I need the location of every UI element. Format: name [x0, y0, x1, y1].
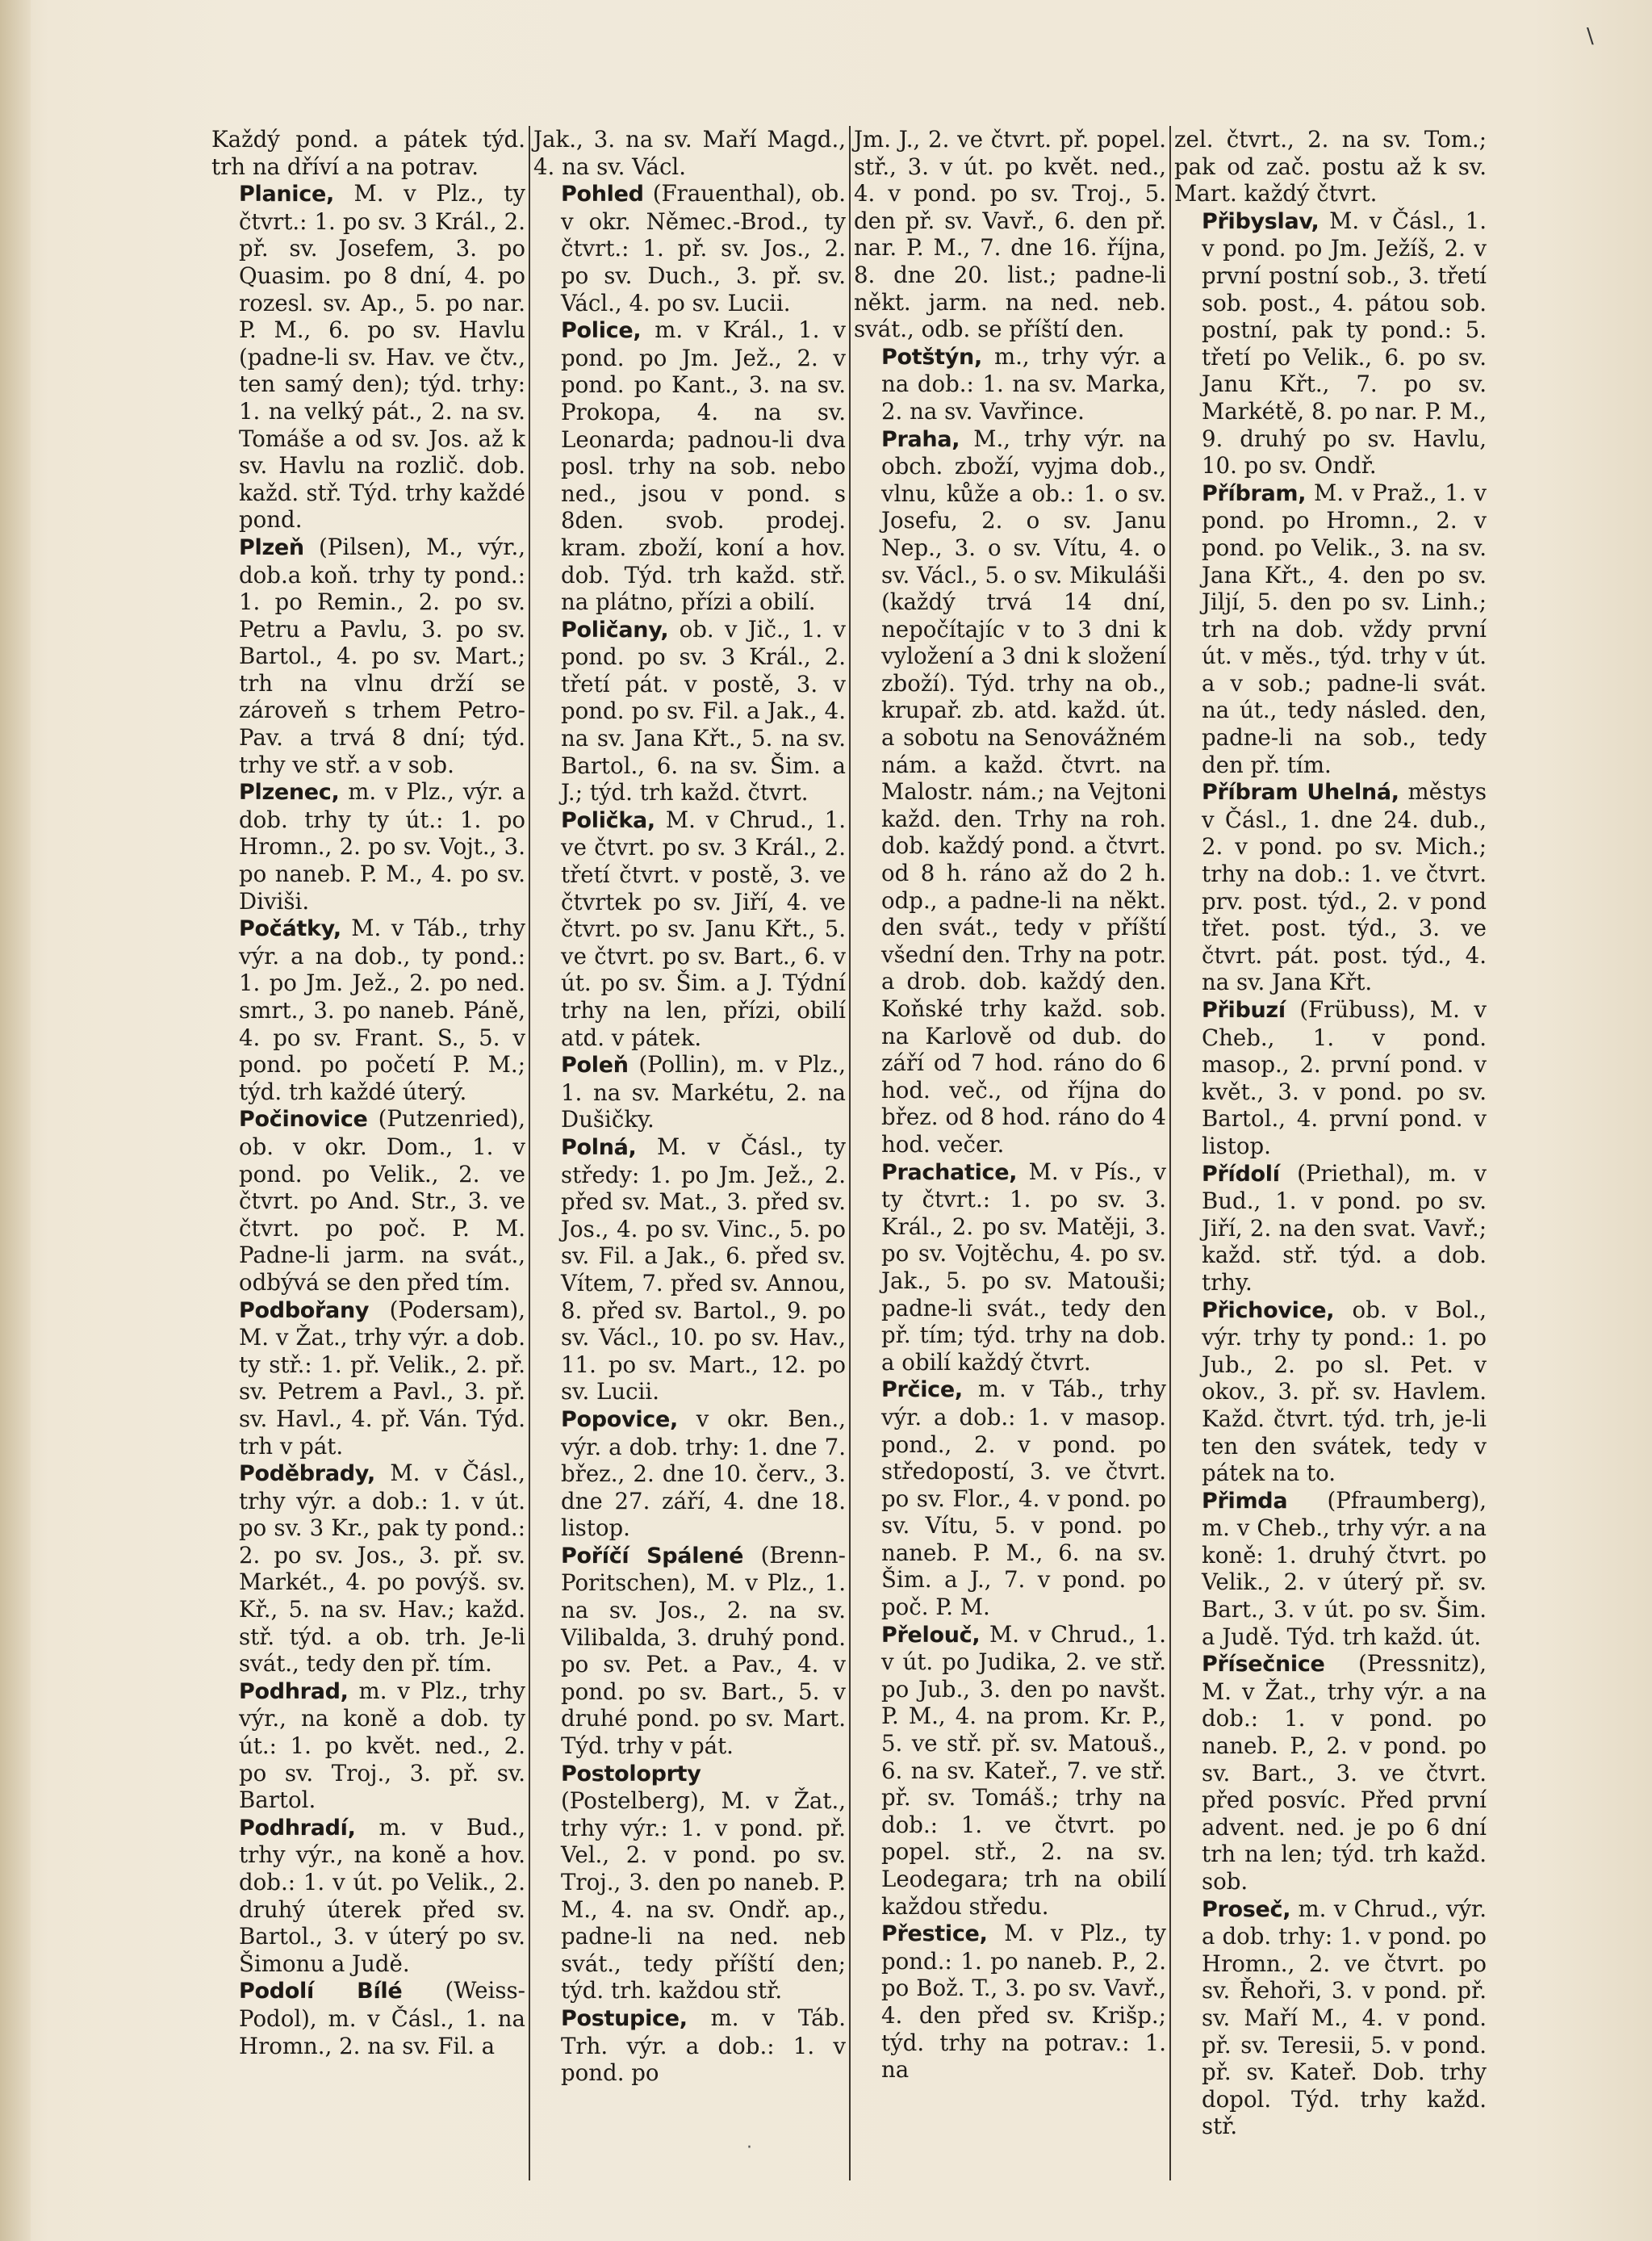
entry-text: M. v Čásl., 1. v pond. po Jm. Ježíš, 2. v první postní sob., 3. třetí sob. post., 4. pátou sob. postní, pak ty pond.: 5. třetí po Velik., 6. po sv. Janu Křt., 7. po sv. Markétě, 8. po nar. P. M., 9. druhý po sv. Havlu, 10. po sv. Ondř. — [1202, 207, 1487, 480]
entry-text: (Priethal), m. v Bud., 1. v pond. po sv. Jiří, 2. na den svat. Vavř.; každ. stř. týd. a dob. trhy. — [1202, 1159, 1487, 1296]
entry — [211, 1977, 525, 2059]
entry-text: M. v Čásl., ty středy: 1. po Jm. Jež., 2. před sv. Mat., 3. před sv. Jos., 4. po sv. Vinc., 5. po sv. Fil. a Jak., 6. před sv. Vítem, 7. před sv. Annou, 8. před sv. Bartol., 9. po sv. Václ., 10. po sv. Hav., 11. po sv. Mart., 12. po sv. Lucii. — [561, 1133, 846, 1405]
entry — [1174, 1160, 1487, 1296]
entry — [1174, 778, 1487, 996]
entry-headword: Polná, — [561, 1134, 637, 1160]
entry — [1174, 996, 1487, 1160]
entry-text: M. v Chrud., 1. v út. po Judika, 2. ve stř. po Jub., 3. den po navšt. P. M., 4. na prom. Kr. P., 5. ve stř. př. sv. Matouš., 6. na sv. Kateř., 7. ve stř. př. sv. Tomáš.; trhy na dob.: 1. ve čtvrt. po popel. stř., 2. na sv. Leodegara; trh na obilí každou středu. — [881, 1620, 1166, 1920]
entry-text: m. v Plz., trhy výr., na koně a dob. ty út.: 1. po květ. ned., 2. po sv. Troj., 3. př. sv. Bartol. — [239, 1677, 525, 1814]
entry — [1174, 1487, 1487, 1651]
entry — [211, 534, 525, 778]
entry-headword: Proseč, — [1202, 1896, 1291, 1922]
entry-text: M. v Táb., trhy výr. a na dob., ty pond.: 1. po Jm. Jež., 2. po ned. smrt., 3. po naneb. Páně, 4. po sv. Frant. S., 5. v pond. po početí P. M.; týd. trh každé úterý. — [239, 915, 525, 1105]
column-4 — [1169, 126, 1490, 2180]
entry-text: (Postelberg), M. v Žat., trhy výr.: 1. v pond. př. Vel., 2. v pond. po sv. Troj., 3. den po naneb. P. M., 4. na sv. Ondř. ap., padne-li na ned. neb svát., tedy příští den; týd. trh. každou stř. — [561, 1787, 846, 2004]
entry — [1174, 480, 1487, 779]
entry — [533, 616, 846, 806]
entry-text: zel. čtvrt., 2. na sv. Tom.; pak od zač. postu až k sv. Mart. každý čtvrt. — [1174, 126, 1487, 207]
entry — [211, 1460, 525, 1678]
entry-text: M. v Čásl., trhy výr. a dob.: 1. v út. po sv. 3 Kr., pak ty pond.: 2. po sv. Jos., 3. př. sv. Markét., 4. po povýš. sv. Kř., 5. na sv. Hav.; každ. stř. týd. a ob. trh. Je-li svát., tedy den př. tím. — [239, 1460, 525, 1678]
page-spine-shadow — [0, 0, 31, 2241]
entry — [211, 1105, 525, 1296]
entry-headword: Podbořany — [239, 1297, 370, 1323]
entry-headword: Popovice, — [561, 1406, 678, 1432]
entry-headword: Podhrad, — [239, 1678, 349, 1704]
entry-text: ob. v Jič., 1. v pond. po sv. 3 Král., 2. třetí pát. v postě, 3. v pond. po sv. Fil. a Jak., 4. na sv. Jana Křt., 5. na sv. Bartol., 6. na sv. Šim. a J.; týd. trh každ. čtvrt. — [561, 615, 846, 806]
entry-text: m. v Táb. Trh. výr. a dob.: 1. v pond. po — [561, 2004, 846, 2087]
entry — [854, 1376, 1166, 1620]
entry — [211, 126, 525, 180]
entry-text: M. v Chrud., 1. ve čtvrt. po sv. 3 Král., 2. třetí čtvrt. v postě, 3. ve čtvrtek po sv. Jiří, 4. ve čtvrt. po sv. Janu Křt., 5. ve čtvrt. po sv. Bart., 6. v út. po sv. Šim. a J. Týdní trhy na len, přízi, obilí atd. v pátek. — [561, 806, 846, 1051]
entry-headword: Plzenec, — [239, 780, 340, 806]
entry-headword: Přimda — [1202, 1488, 1288, 1514]
entry-headword: Příbram Uhelná, — [1202, 780, 1399, 806]
entry-headword: Potštýn, — [881, 344, 982, 370]
entry — [1174, 1650, 1487, 1895]
entry-text: v okr. Ben., výr. a dob. trhy: 1. dne 7. břez., 2. dne 10. červ., 3. dne 27. září, 4. dne 18. listop. — [561, 1405, 846, 1542]
entry — [533, 1760, 846, 2004]
entry — [533, 2004, 846, 2087]
entry — [854, 126, 1166, 343]
entry — [1174, 126, 1487, 207]
entry-text: (Pressnitz), M. v Žat., trhy výr. a na dob.: 1. v pond. po naneb. P., 2. v pond. po sv. Bart., 3. ve čtvrt. před posvíc. Před první advent. ned. je po 6 dní trh na len; týd. trh každ. sob. — [1202, 1650, 1487, 1895]
entry — [854, 1158, 1166, 1376]
entry-text: M. v Plz., ty pond.: 1. po naneb. P., 2. po Bož. T., 3. po sv. Vavř., 4. den před sv. Krišp.; týd. trhy na potrav.: 1. na — [881, 1920, 1166, 2084]
entry — [211, 180, 525, 534]
entry-text: m. v Chrud., výr. a dob. trhy: 1. v pond. po Hromn., 2. ve čtvrt. po sv. Řehoři, 3. v pond. př. sv. Maří M., 4. v pond. př. sv. Teresii, 5. v pond. př. sv. Kateř. Dob. trhy dopol. Týd. trhy každ. stř. — [1202, 1895, 1487, 2140]
entry-headword: Prčice, — [881, 1377, 963, 1403]
entry-headword: Přídolí — [1202, 1161, 1280, 1187]
entry — [854, 1621, 1166, 1921]
entry-headword: Poličany, — [561, 617, 669, 643]
text-columns — [208, 126, 1491, 2180]
entry-text: M. v Pís., v ty čtvrt.: 1. po sv. 3. Král., 2. po sv. Matěji, 3. po sv. Vojtěchu, 4. po sv. Jak., 5. po sv. Matouši; padne-li svát., tedy den př. tím; týd. trhy na dob. a obilí každý čtvrt. — [881, 1158, 1166, 1376]
column-1 — [208, 126, 529, 2180]
entry-text: (Putzenried), ob. v okr. Dom., 1. v pond. po Velik., 2. ve čtvrt. po And. Str., 3. ve čtvrt. po poč. P. M. Padne-li jarm. na svát., odbývá se den před tím. — [239, 1105, 525, 1296]
entry-text: m. v Plz., výr. a dob. trhy ty út.: 1. po Hromn., 2. po sv. Vojt., 3. po naneb. P. M., 4. po sv. Diviši. — [239, 778, 525, 915]
column-2 — [529, 126, 849, 2180]
entry-text: (Brenn-Poritschen), M. v Plz., 1. na sv. Jos., 2. na sv. Vilibalda, 3. druhý pond. po sv. Pet. a Pav., 4. v pond. po sv. Bart., 5. v druhé pond. po sv. Mart. Týd. trhy v pát. — [561, 1541, 847, 1760]
entry — [533, 180, 846, 316]
entry-headword: Přibuzí — [1202, 998, 1286, 1023]
entry-text: Každý pond. a pátek týd. trh na dříví a na potrav. — [211, 126, 525, 180]
entry — [211, 1678, 525, 1814]
entry-headword: Polička, — [561, 807, 655, 833]
entry-headword: Poříčí Spálené — [561, 1543, 744, 1569]
entry-text: M. v Plz., ty čtvrt.: 1. po sv. 3 Král., 2. př. sv. Josefem, 3. po Quasim. po 8 dní, 4. po rozesl. sv. Ap., 5. po nar. P. M., 6. po sv. Havlu (padne-li sv. Hav. ve čtv., ten samý den); týd. trhy: 1. na velký pát., 2. na sv. Tomáše a od sv. Jos. až k sv. Havlu na rozlič. dob. každ. stř. Týd. trhy každé pond. — [239, 180, 525, 534]
entry-text: Jak., 3. na sv. Maří Magd., 4. na sv. Václ. — [533, 126, 846, 180]
entry-text: m., trhy výr. a na dob.: 1. na sv. Marka, 2. na sv. Vavřince. — [881, 342, 1166, 425]
entry-headword: Poděbrady, — [239, 1461, 375, 1487]
entry-headword: Postupice, — [561, 2005, 688, 2031]
entry-headword: Přelouč, — [881, 1622, 981, 1648]
entry — [211, 1814, 525, 1978]
entry-headword: Planice, — [239, 182, 334, 207]
entry-text: ob. v Bol., výr. trhy ty pond.: 1. po Jub., 2. po sl. Pet. v okov., 3. př. sv. Havlem. Každ. čtvrt. týd. trh, je-li ten den svátek, tedy v pátek na to. — [1202, 1296, 1487, 1487]
entry-text: m. v Táb., trhy výr. a dob.: 1. v masop. pond., 2. v pond. po středopostí, 3. ve čtvrt. po sv. Flor., 4. v pond. po sv. Vítu, 5. v pond. po naneb. P. M., 6. na sv. Šim. a J., 7. v pond. po poč. P. M. — [881, 1376, 1166, 1621]
entry-headword: Přibyslav, — [1202, 208, 1320, 234]
entry — [211, 1296, 525, 1460]
entry-text: (Frübuss), M. v Cheb., 1. v pond. masop., 2. první pond. v květ., 3. v pond. po sv. Bartol., 4. první pond. v listop. — [1202, 996, 1487, 1159]
entry — [854, 343, 1166, 425]
entry-headword: Poleň — [561, 1053, 629, 1079]
entry — [533, 1405, 846, 1542]
entry-headword: Praha, — [881, 426, 960, 452]
entry — [1174, 1895, 1487, 2140]
entry — [533, 316, 846, 616]
entry-text: (Frauenthal), ob. v okr. Němec.-Brod., ty čtvrt.: 1. př. sv. Jos., 2. po sv. Duch., 3. př. sv. Václ., 4. po sv. Lucii. — [561, 180, 846, 316]
corner-mark: \ — [1587, 24, 1594, 48]
entry — [211, 778, 525, 915]
entry — [533, 126, 846, 180]
entry-headword: Přichovice, — [1202, 1297, 1335, 1323]
entry-headword: Přísečnice — [1202, 1652, 1325, 1678]
entry — [1174, 1296, 1487, 1487]
entry-headword: Prachatice, — [881, 1159, 1018, 1185]
entry-headword: Počátky, — [239, 916, 341, 942]
entry — [533, 1051, 846, 1133]
entry-text: městys v Čásl., 1. dne 24. dub., 2. v pond. po sv. Mich.; trhy na dob.: 1. ve čtvrt. prv. post. týd., 2. v pond třet. post. týd., 3. ve čtvrt. pát. post. týd., 4. na sv. Jana Křt. — [1202, 778, 1487, 996]
entry-text: (Weiss-Podol), m. v Čásl., 1. na Hromn., 2. na sv. Fil. a — [239, 1977, 525, 2059]
entry-text: (Podersam), M. v Žat., trhy výr. a dob. ty stř.: 1. př. Velik., 2. př. sv. Petrem a Pavl., 3. př. sv. Havl., 4. př. Ván. Týd. trh v pát. — [239, 1296, 525, 1460]
entry-text: M., trhy výr. na obch. zboží, vyjma dob., vlnu, kůže a ob.: 1. o sv. Josefu, 2. o sv. Janu Nep., 3. o sv. Vítu, 4. o sv. Václ., 5. o sv. Mikuláši (každý trvá 14 dní, nepočítajíc v to 3 dni k vyložení a 3 dni k složení zboží). Týd. trhy na ob., krupař. zb. atd. každ. út. a sobotu na Senovážném nám. a každ. čtvrt. na Malostr. nám.; na Vejtoni každ. den. Trhy na roh. dob. každý pond. a čtvrt. od 8 h. ráno až do 2 h. odp., a padne-li na někt. den svát., tedy v příští všední den. Trhy na potr. a drob. dob. každý den. Koňské trhy každ. sob. na Karlově od dub. do září od 7 hod. ráno do 6 hod. več., od října do břez. od 8 hod. ráno do 4 hod. večer. — [881, 425, 1166, 1158]
entry — [533, 806, 846, 1051]
entry-headword: Plzeň — [239, 534, 304, 560]
entry-text: m. v Bud., trhy výr., na koně a hov. dob.: 1. v út. po Velik., 2. druhý úterek před sv. Bartol., 3. v úterý po sv. Šimonu a Judě. — [239, 1813, 525, 1977]
entry — [1174, 207, 1487, 480]
entry-headword: Police, — [561, 318, 642, 344]
entry-headword: Příbram, — [1202, 480, 1307, 506]
entry-headword: Podolí Bílé — [239, 1979, 403, 2004]
column-3 — [849, 126, 1169, 2180]
entry-headword: Podhradí, — [239, 1815, 356, 1841]
entry-headword: Pohled — [561, 182, 644, 207]
entry — [533, 1133, 846, 1405]
entry-text: m. v Král., 1. v pond. po Jm. Jež., 2. v pond. po Kant., 3. na sv. Prokopa, 4. na sv. Leonarda; padnou-li dva posl. trhy na sob. nebo ned., jsou v pond. s 8den. svob. prodej. kram. zboží, koní a hov. dob. Týd. trh každ. stř. na plátno, přízi a obilí. — [561, 316, 846, 616]
entry — [854, 425, 1166, 1158]
entry-text: (Pfraumberg), m. v Cheb., trhy výr. a na koně: 1. druhý čtvrt. po Velik., 2. v úterý př. sv. Bart., 3. v út. po sv. Šim. a Judě. Týd. trh každ. út. — [1202, 1486, 1487, 1650]
footer-mark: · — [747, 2138, 752, 2158]
entry-text: M. v Praž., 1. v pond. po Hromn., 2. v pond. po Velik., 3. na sv. Jana Křt., 4. den po sv. Jiljí, 5. den po sv. Linh.; trh na dob. vždy první út. v měs., týd. trhy v út. a v sob.; padne-li svát. na út., tedy násled. den, padne-li na sob., tedy den př. tím. — [1202, 479, 1487, 778]
entry-headword: Postoloprty — [561, 1761, 701, 1787]
entry-headword: Počinovice — [239, 1107, 368, 1133]
entry — [533, 1542, 846, 1760]
entry-text: Jm. J., 2. ve čtvrt. př. popel. stř., 3. v út. po květ. ned., 4. v pond. po sv. Troj., 5. den př. sv. Vavř., 6. den př. nar. P. M., 7. dne 16. října, 8. dne 20. list.; padne-li někt. jarm. na ned. neb. svát., odb. se příští den. — [854, 126, 1166, 343]
entry — [211, 915, 525, 1105]
entry-text: (Pollin), m. v Plz., 1. na sv. Markétu, 2. na Dušičky. — [561, 1051, 846, 1133]
entry-headword: Přestice, — [881, 1921, 988, 1947]
entry — [854, 1920, 1166, 2084]
entry-text: (Pilsen), M., výr., dob.a koň. trhy ty pond.: 1. po Remin., 2. po sv. Petru a Pavlu, 3. po sv. Bartol., 4. po sv. Mart.; trh na vlnu drží se zároveň s trhem Petro-Pav. a trvá 8 dní; týd. trhy ve stř. a v sob. — [239, 533, 525, 778]
